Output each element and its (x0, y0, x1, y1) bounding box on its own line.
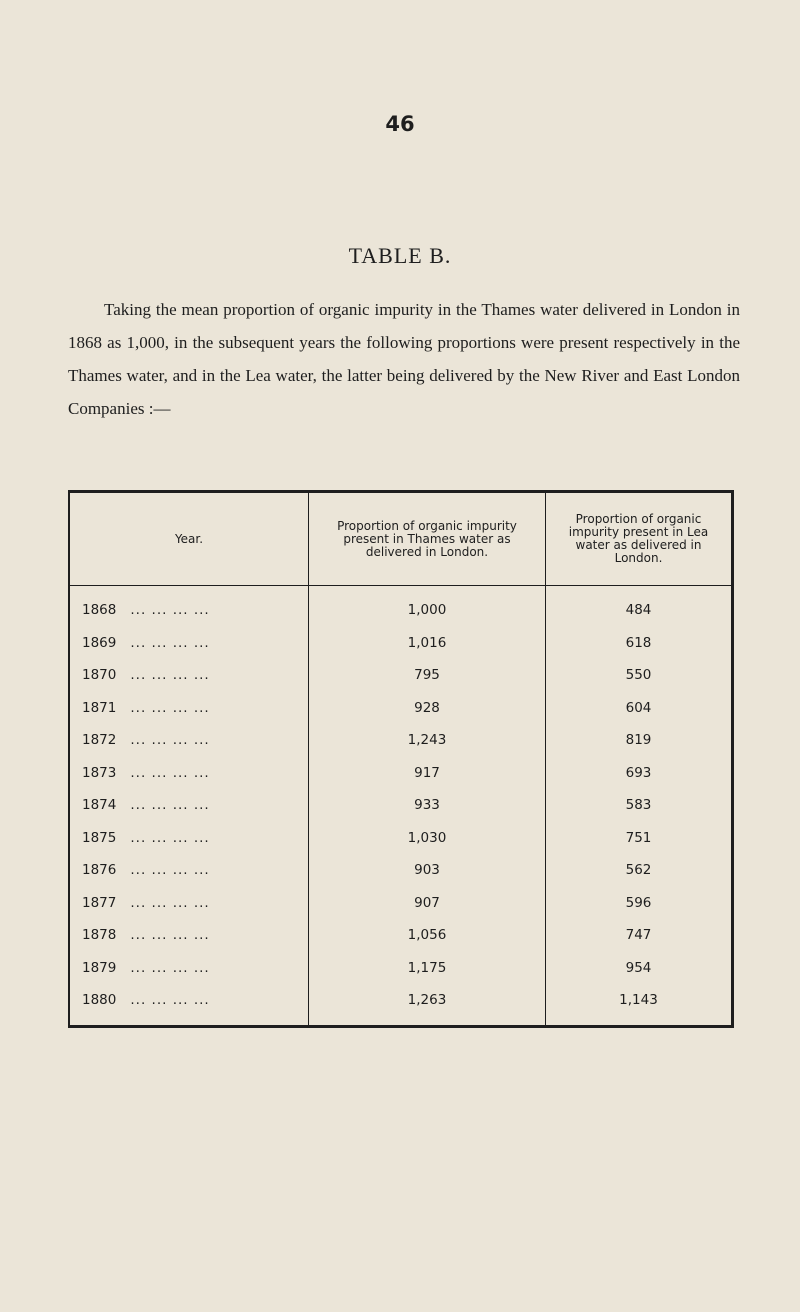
year-cell (69, 659, 309, 692)
year-value: 1876 (82, 862, 117, 879)
year-cell (69, 724, 309, 757)
thames-value: 903 (309, 854, 546, 887)
table-row (69, 919, 733, 952)
thames-value: 1,016 (309, 627, 546, 660)
year-value: 1875 (82, 829, 117, 846)
year-cell (69, 984, 309, 1026)
year-value: 1878 (82, 927, 117, 944)
header-year: Year. (69, 492, 309, 586)
table-row (69, 822, 733, 855)
header-lea: Proportion of organic impurity present in Lea water as delivered in London. (546, 492, 733, 586)
lea-value: 618 (546, 627, 733, 660)
leader-dots: ... ... ... ... (130, 992, 210, 1009)
year-cell (69, 919, 309, 952)
year-value: 1869 (82, 634, 117, 651)
thames-value: 1,030 (309, 822, 546, 855)
year-cell (69, 627, 309, 660)
table-row (69, 789, 733, 822)
year-cell (69, 757, 309, 790)
leader-dots: ... ... ... ... (130, 732, 210, 749)
lea-value: 484 (546, 586, 733, 627)
leader-dots: ... ... ... ... (130, 764, 210, 781)
lea-value: 596 (546, 887, 733, 920)
leader-dots: ... ... ... ... (130, 699, 210, 716)
thames-value: 1,000 (309, 586, 546, 627)
thames-value: 933 (309, 789, 546, 822)
table-row (69, 887, 733, 920)
year-cell (69, 952, 309, 985)
lea-value: 819 (546, 724, 733, 757)
table-title: TABLE B. (348, 243, 452, 268)
year-value: 1868 (82, 602, 117, 619)
table-row (69, 659, 733, 692)
leader-dots: ... ... ... ... (130, 667, 210, 684)
leader-dots: ... ... ... ... (130, 602, 210, 619)
lea-value: 954 (546, 952, 733, 985)
table-header-row (69, 492, 733, 586)
table-row (69, 724, 733, 757)
year-cell (69, 692, 309, 725)
table-row (69, 854, 733, 887)
table-row (69, 757, 733, 790)
year-value: 1879 (82, 959, 117, 976)
thames-value: 1,056 (309, 919, 546, 952)
leader-dots: ... ... ... ... (130, 797, 210, 814)
thames-value: 1,263 (309, 984, 546, 1026)
leader-dots: ... ... ... ... (130, 862, 210, 879)
lea-value: 550 (546, 659, 733, 692)
thames-value: 907 (309, 887, 546, 920)
table-row (69, 952, 733, 985)
year-cell (69, 586, 309, 627)
thames-value: 1,175 (309, 952, 546, 985)
lea-value: 562 (546, 854, 733, 887)
lea-value: 604 (546, 692, 733, 725)
leader-dots: ... ... ... ... (130, 894, 210, 911)
year-cell (69, 822, 309, 855)
year-cell (69, 789, 309, 822)
header-thames: Proportion of organic impurity present in Thames water as delivered in London. (309, 492, 546, 586)
year-value: 1874 (82, 797, 117, 814)
table-row (69, 586, 733, 627)
thames-value: 928 (309, 692, 546, 725)
table-row (69, 984, 733, 1026)
lea-value: 747 (546, 919, 733, 952)
leader-dots: ... ... ... ... (130, 829, 210, 846)
year-value: 1871 (82, 699, 117, 716)
leader-dots: ... ... ... ... (130, 927, 210, 944)
leader-dots: ... ... ... ... (130, 959, 210, 976)
year-cell (69, 854, 309, 887)
year-value: 1873 (82, 764, 117, 781)
leader-dots: ... ... ... ... (130, 634, 210, 651)
lea-value: 751 (546, 822, 733, 855)
year-cell (69, 887, 309, 920)
thames-value: 795 (309, 659, 546, 692)
lea-value: 1,143 (546, 984, 733, 1026)
intro-paragraph: Taking the mean proportion of organic impurity in the Thames water delivered in London in 1868 as 1,000, in the subsequent years the following proportions were present respectively in the Thames water, and in the Lea water, the latter being delivered by the New River and East London Companies :— (68, 300, 740, 418)
lea-value: 583 (546, 789, 733, 822)
thames-value: 1,243 (309, 724, 546, 757)
table-row (69, 627, 733, 660)
thames-value: 917 (309, 757, 546, 790)
year-value: 1870 (82, 667, 117, 684)
table-row (69, 692, 733, 725)
year-value: 1880 (82, 992, 117, 1009)
lea-value: 693 (546, 757, 733, 790)
year-value: 1877 (82, 894, 117, 911)
page-number: 46 (385, 112, 415, 136)
impurity-table (68, 490, 734, 1028)
year-value: 1872 (82, 732, 117, 749)
